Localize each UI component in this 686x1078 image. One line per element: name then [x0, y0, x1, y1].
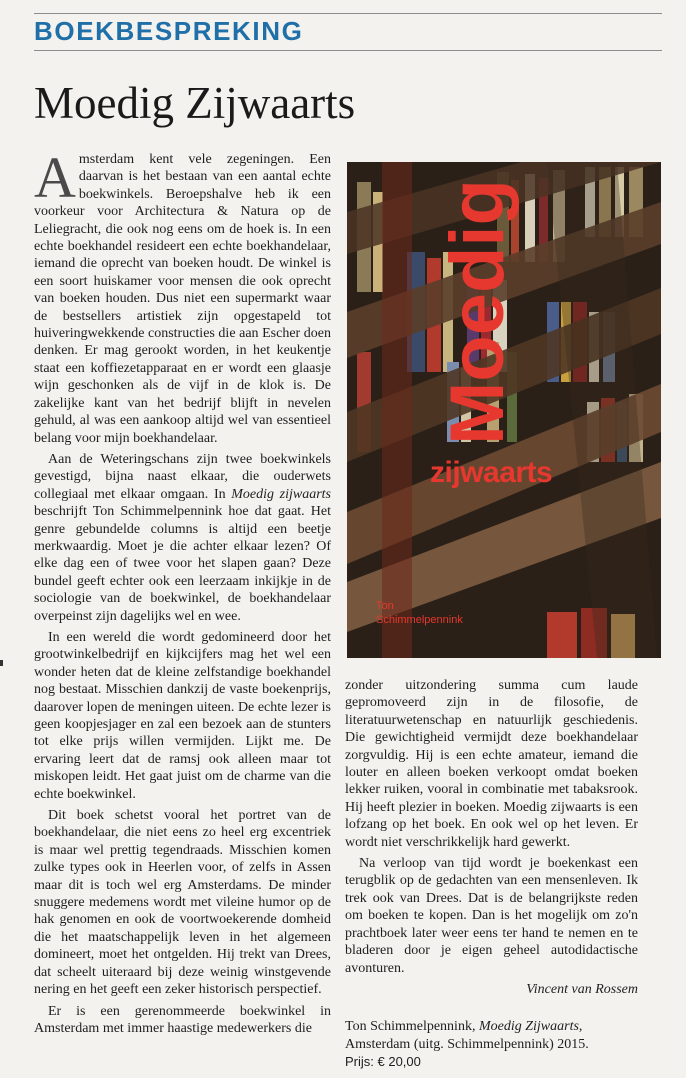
- credits-author: Ton Schimmelpennink,: [345, 1019, 479, 1034]
- credits-line-2: Amsterdam (uitg. Schimmelpennink) 2015.: [345, 1036, 589, 1052]
- cover-title: [362, 175, 520, 445]
- paragraph-3: In een wereld die wordt gedomineerd door het grootwinkelbedrijf en kijkcijfers mag het wel een wonder heten dat de kleine zelfstandige boekhandel nog bestaat. Misschien dankzij de vaste boekenprijs, daarover lopen de meningen uiteen. De echte lezer is geen koopjesjager en zal een bezoek aan de stunters tot elke prijs willen vermijden. Lijkt me. De ervaring leert dat de ramsj ook alleen maar tot miskopen leidt. Het gaat juist om de charme van die echte boekwinkel.: [34, 629, 331, 802]
- page-edge-mark: [0, 660, 3, 666]
- cover-title-text: Moedig: [435, 179, 520, 445]
- cover-author-first: Ton: [376, 600, 394, 612]
- paragraph-2-after: beschrijft Ton Schimmelpennink hoe dat gaat. Het genre gebundelde columns is altijd een beetje merkwaardig. Moet je die achter elkaar lezen? Of elke dag een of twee voor het slapen gaan? Deze bundel geeft echter ook een leerzaam inkijkje in de sociologie van de boekwinkel, de boekhandelaar overpeinst zijn dagelijks wel en wee.: [34, 504, 331, 624]
- paragraph-2-before: Aan de Weteringschans zijn twee boekwinkels gevestigd, bijna naast elkaar, die ouderwets collegiaal met elkaar omgaan. In: [34, 451, 331, 502]
- right-paragraph-1: zonder uitzondering summa cum laude gepromoveerd zijn in de filosofie, de literatuurwetenschap en natuurlijk geschiedenis. Die gewichtigheid vermijdt deze boekhandelaar zorgvuldig. Hij is een echte amateur, iemand die louter en alleen boeken verkoopt omdat boeken lekker ruiken, vooral in combinatie met tabaksrook. Hij heeft plezier in boeken. Moedig zijwaarts is een lofzang op het boek. En ook wel op het leven. Er wordt niet verschrikkelijk hard gewerkt.: [345, 678, 638, 850]
- intro-paragraph: [34, 145, 331, 447]
- top-rule: [34, 13, 662, 14]
- author-signature: Vincent van Rossem: [526, 981, 638, 997]
- paragraph-5: Er is een gerenommeerde boekwinkel in Amsterdam met immer haastige medewerkers die: [34, 1003, 331, 1036]
- book-title-inline: Moedig zijwaarts: [231, 486, 331, 502]
- left-column: [34, 145, 331, 1041]
- paragraph-2: [34, 451, 331, 625]
- intro-text: msterdam kent vele zegeningen. Een daarvan is het bestaan van een aantal echte boekwinkels. Beroepshalve heb ik een voorkeur voor Architectura & Natura op de Leliegracht, die ook nog eens om de hoek is. In een echte boekhandel resideert een echte boekhandelaar, iemand die oprecht van boeken houdt. De winkel is een soort huiskamer voor mensen die ook oprecht van boeken houden. Dus niet een supermarkt waar de bestsellers artistiek zijn opgestapeld tot huiveringwekkende constructies die aan Escher doen denken. Er mag gerookt worden, in het keukentje staat een koffiezetapparaat en er wordt een glaasje wijn geschonken als de vijf in de klok is. De zakelijke kant van het bedrijf blijft in nevelen gehuld, al was een aankoop altijd wel van essentieel belang voor mijn boekhandelaar.: [34, 152, 331, 446]
- cover-author-last: Schimmelpennink: [376, 614, 463, 626]
- book-credits: [345, 1018, 638, 1071]
- article-title: Moedig Zijwaarts: [34, 78, 356, 128]
- credits-price: Prijs: € 20,00: [345, 1054, 421, 1070]
- cover-author: [376, 599, 463, 627]
- right-column: [345, 677, 638, 998]
- paragraph-4: Dit boek schetst vooral het portret van de boekhandelaar, die niet eens zo heel erg excentriek is maar wel prettig tegendraads. Misschien komen zulke types ook in Heerlen voor, of zelfs in Assen maar dit is toch wel erg Amsterdams. De minder snuggere medemens wordt met vileine humor op de hak genomen en ook de voortwoekerende domheid die het maatschappelijk leven in het algemeen domineert, moet het ontgelden. Hij trekt van Drees, dat scheelt uiteraard bij deze weinig winstgevende nering en het geeft een zeker historisch perspectief.: [34, 808, 331, 998]
- credits-comma: ,: [578, 1019, 583, 1034]
- section-heading: BOEKBESPREKING: [34, 16, 304, 46]
- cover-subtitle: zijwaarts: [430, 456, 553, 489]
- credits-line-1: [345, 1018, 638, 1036]
- right-paragraph-2: Na verloop van tijd wordt je boekenkast een terugblik op de gedachten van een mensenleven. Ik trek ook van Drees. Dat is de belangrijkste reden om boeken te kopen. Dan is het mogelijk om zo'n prachtboek later weer eens ter hand te nemen en te bladeren door je eigen geheel autodidactische avonturen.: [345, 856, 638, 976]
- drop-cap: A: [34, 145, 76, 210]
- section-rule: [34, 50, 662, 51]
- credits-book-title: Moedig Zijwaarts: [478, 1019, 579, 1034]
